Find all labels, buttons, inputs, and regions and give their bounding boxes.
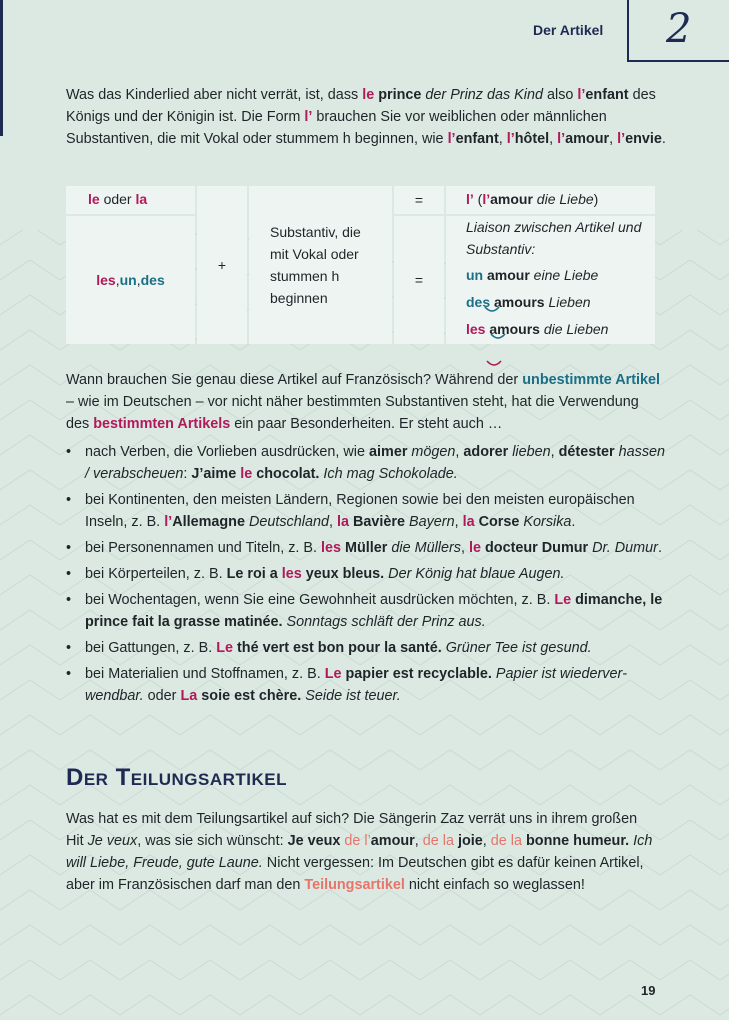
list-item-text <box>85 540 662 556</box>
text-run: Le <box>216 640 233 656</box>
text-run: de l’ <box>344 833 371 849</box>
text-run: amour <box>490 191 533 207</box>
text-run: ( <box>473 191 483 207</box>
text-run: . <box>661 131 666 147</box>
text-run: le <box>362 87 375 103</box>
text-run: die Liebe <box>532 191 594 207</box>
text-run: , <box>115 272 120 288</box>
text-run: enfant <box>455 131 499 147</box>
table-cell-equals-2: = <box>394 216 444 344</box>
text-run: dimanche, le prince fait la grasse matinée. <box>85 592 663 630</box>
text-run: les <box>466 321 486 337</box>
text-run: soie est chère. <box>197 688 302 704</box>
liaison-arc-3 <box>486 360 502 368</box>
text-run: . <box>657 540 662 556</box>
usage-list <box>66 441 672 711</box>
text-run: hassen / verabscheuen <box>85 444 666 482</box>
text-run: l’ <box>617 131 626 147</box>
bullet-icon: • <box>66 444 72 460</box>
text-run: bestimmten Artikels <box>93 416 231 432</box>
text-run: mögen <box>407 444 456 460</box>
intro-paragraph <box>66 84 666 150</box>
text-run: nicht einfach so weglassen! <box>404 877 585 893</box>
text-run: , <box>549 131 558 147</box>
text-run: prince <box>374 87 422 103</box>
text-run: , <box>498 131 507 147</box>
left-margin-bar <box>0 0 3 136</box>
text-run: bonne humeur. <box>522 833 630 849</box>
chapter-title: Der Artikel <box>533 22 604 38</box>
text-run: Müller <box>341 540 388 556</box>
text-run: chocolat. <box>252 466 320 482</box>
list-item-text <box>85 592 662 630</box>
text-run: le <box>240 466 253 482</box>
text-run: l’ <box>557 131 566 147</box>
list-item-text <box>85 492 635 530</box>
text-run: amour <box>370 833 415 849</box>
text-run: adorer <box>463 444 509 460</box>
text-run: Nicht vergessen: Im Deutschen gibt es dafür keinen Artikel, aber im Französischen darf man den <box>66 855 644 893</box>
page-number: 19 <box>641 983 656 998</box>
text-run: les <box>96 272 116 288</box>
text-run: , <box>455 444 464 460</box>
text-run: l’ <box>164 514 173 530</box>
list-item-text <box>85 444 665 482</box>
bullet-icon: • <box>66 566 72 582</box>
liaison-arc-2 <box>490 333 506 341</box>
text-run: , <box>550 444 559 460</box>
text-run: , <box>454 514 463 530</box>
text-run: Seide ist teuer. <box>301 688 401 704</box>
text-run: bei Materialien und Stoffnamen, z. B. <box>85 666 325 682</box>
text-run: Dr. Dumur <box>588 540 658 556</box>
list-item <box>66 537 672 559</box>
text-run: Teilungsartikel <box>304 877 405 893</box>
text-run: der Prinz das Kind <box>421 87 543 103</box>
text-run: les <box>281 566 302 582</box>
text-run: l’ <box>482 191 491 207</box>
text-run: die Lieben <box>539 321 609 337</box>
text-run: La <box>180 688 198 704</box>
text-run: Deutschland <box>244 514 329 530</box>
liaison-note: Liaison zwischen Artikel und Substantiv: <box>466 219 642 257</box>
text-run: l’ <box>304 109 313 125</box>
bullet-icon: • <box>66 492 72 508</box>
table-cell-result-l <box>446 186 655 214</box>
text-run: – wie im Deutschen – vor nicht näher bestimmten Substantiven steht, hat die Verwendung des <box>66 394 639 432</box>
text-run: détester <box>558 444 615 460</box>
list-item <box>66 637 672 659</box>
text-run: Ich mag Schokolade. <box>319 466 458 482</box>
text-run: Je veux <box>87 833 138 849</box>
list-item <box>66 489 672 533</box>
noun-description-text: Substantiv, die mit Vokal oder stummen h beginnen <box>270 224 361 306</box>
text-run: J’aime <box>191 466 241 482</box>
text-run: bei Gattungen, z. B. <box>85 640 217 656</box>
text-run: : <box>183 466 192 482</box>
table-cell-le-la <box>66 186 195 214</box>
text-run: unbestimmte Artikel <box>522 372 661 388</box>
text-run: , <box>460 540 469 556</box>
text-run: oder <box>99 191 136 207</box>
text-run: , <box>136 272 141 288</box>
text-run: Papier ist wiederverwendbar. <box>85 666 628 704</box>
text-run: also <box>543 87 578 103</box>
text-run: des Königs und der Königin ist. Die Form <box>66 87 656 125</box>
partitive-paragraph <box>66 808 656 896</box>
text-run: de la <box>422 833 454 849</box>
table-cell-equals-1: = <box>394 186 444 214</box>
text-run: des <box>140 272 165 288</box>
text-run: bei Körperteilen, z. B. <box>85 566 227 582</box>
text-run: de la <box>490 833 522 849</box>
text-run: l’ <box>577 87 586 103</box>
bullet-icon: • <box>66 666 72 682</box>
text-run: enfant <box>585 87 629 103</box>
text-run: amours <box>490 294 545 310</box>
text-run: Je veux <box>287 833 345 849</box>
text-run: Wann brauchen Sie genau diese Artikel auf Französisch? Während der <box>66 372 523 388</box>
table-cell-liaison <box>446 216 655 344</box>
text-run: Allemagne <box>172 514 245 530</box>
text-run: des <box>466 294 491 310</box>
text-run: Lieben <box>544 294 591 310</box>
list-item <box>66 441 672 485</box>
text-run: amours <box>485 321 540 337</box>
table-cell-noun-description <box>249 186 392 344</box>
text-run: Bayern <box>405 514 455 530</box>
text-run: Sonntags schläft der Prinz aus. <box>282 614 486 630</box>
text-run: bei Kontinenten, den meisten Ländern, Regionen sowie bei den meisten europäischen Inseln, z. B. <box>85 492 635 530</box>
liaison-example-1 <box>466 264 647 286</box>
text-run: oder <box>143 688 181 704</box>
bullet-icon: • <box>66 592 72 608</box>
text-run: lieben <box>508 444 551 460</box>
text-run: , <box>609 131 618 147</box>
text-run: papier est recyclable. <box>341 666 492 682</box>
text-run: nach Verben, die Vorlieben ausdrücken, wie <box>85 444 370 460</box>
text-run: brauchen Sie vor weiblichen oder männlichen Substantiven, die mit Vokal oder stummem h beginnen, wie <box>66 109 607 147</box>
table-cell-les-un-des <box>66 216 195 344</box>
text-run: thé vert est bon pour la santé. <box>233 640 442 656</box>
text-run: Korsika <box>519 514 572 530</box>
text-run: , was sie sich wünscht: <box>137 833 288 849</box>
text-run: Corse <box>474 514 520 530</box>
text-run: docteur Dumur <box>481 540 589 556</box>
text-run: un <box>466 267 484 283</box>
text-run: Was das Kinderlied aber nicht verrät, ist, dass <box>66 87 363 103</box>
text-run: Grüner Tee ist gesund. <box>441 640 592 656</box>
text-run: aimer <box>369 444 408 460</box>
text-run: l’ <box>447 131 456 147</box>
text-run: , <box>482 833 491 849</box>
article-table <box>66 186 655 344</box>
text-run: , <box>328 514 337 530</box>
liaison-arc-1 <box>484 306 500 314</box>
text-run: amour <box>483 267 530 283</box>
text-run: Der König hat blaue Augen. <box>384 566 565 582</box>
text-run: la <box>135 191 148 207</box>
text-run: Le <box>324 666 342 682</box>
list-item <box>66 563 672 585</box>
table-cell-plus: + <box>197 186 247 344</box>
list-item-text <box>85 640 592 656</box>
text-run: bei Wochentagen, wenn Sie eine Gewohnheit ausdrücken möchten, z. B. <box>85 592 555 608</box>
text-run: les <box>321 540 342 556</box>
text-run: amour <box>565 131 610 147</box>
bullet-icon: • <box>66 640 72 656</box>
text-run: Le roi a <box>226 566 282 582</box>
text-run: la <box>336 514 349 530</box>
list-item-text <box>85 566 564 582</box>
text-run: joie <box>453 833 483 849</box>
chapter-number: 2 <box>666 6 692 52</box>
text-run: eine Liebe <box>529 267 599 283</box>
text-run: Bavière <box>348 514 405 530</box>
text-run: ) <box>593 191 599 207</box>
text-run: un <box>119 272 137 288</box>
text-run: . <box>571 514 576 530</box>
list-item <box>66 589 672 633</box>
text-run: hôtel <box>514 131 550 147</box>
text-run: le <box>468 540 481 556</box>
text-run: Was hat es mit dem Teilungsartikel auf sich? Die Sängerin Zaz verrät uns in ihrem großen Hit <box>66 811 638 849</box>
text-run: la <box>462 514 475 530</box>
text-run: l’ <box>466 191 474 207</box>
definite-article-paragraph <box>66 369 664 435</box>
text-run: le <box>88 191 100 207</box>
text-run: l’ <box>506 131 515 147</box>
text-run: ein paar Besonderheiten. Er steht auch … <box>230 416 503 432</box>
list-item-text <box>85 666 627 704</box>
text-run: Le <box>554 592 572 608</box>
text-run: bei Personennamen und Titeln, z. B. <box>85 540 321 556</box>
text-run: Ich will Liebe, Freude, gute Laune. <box>66 833 653 871</box>
text-run: die Müllers <box>387 540 461 556</box>
text-run: yeux bleus. <box>301 566 385 582</box>
list-item <box>66 663 672 707</box>
bullet-icon: • <box>66 540 72 556</box>
section-heading: Der Teilungsartikel <box>66 764 287 791</box>
text-run: , <box>414 833 423 849</box>
text-run: envie <box>625 131 662 147</box>
